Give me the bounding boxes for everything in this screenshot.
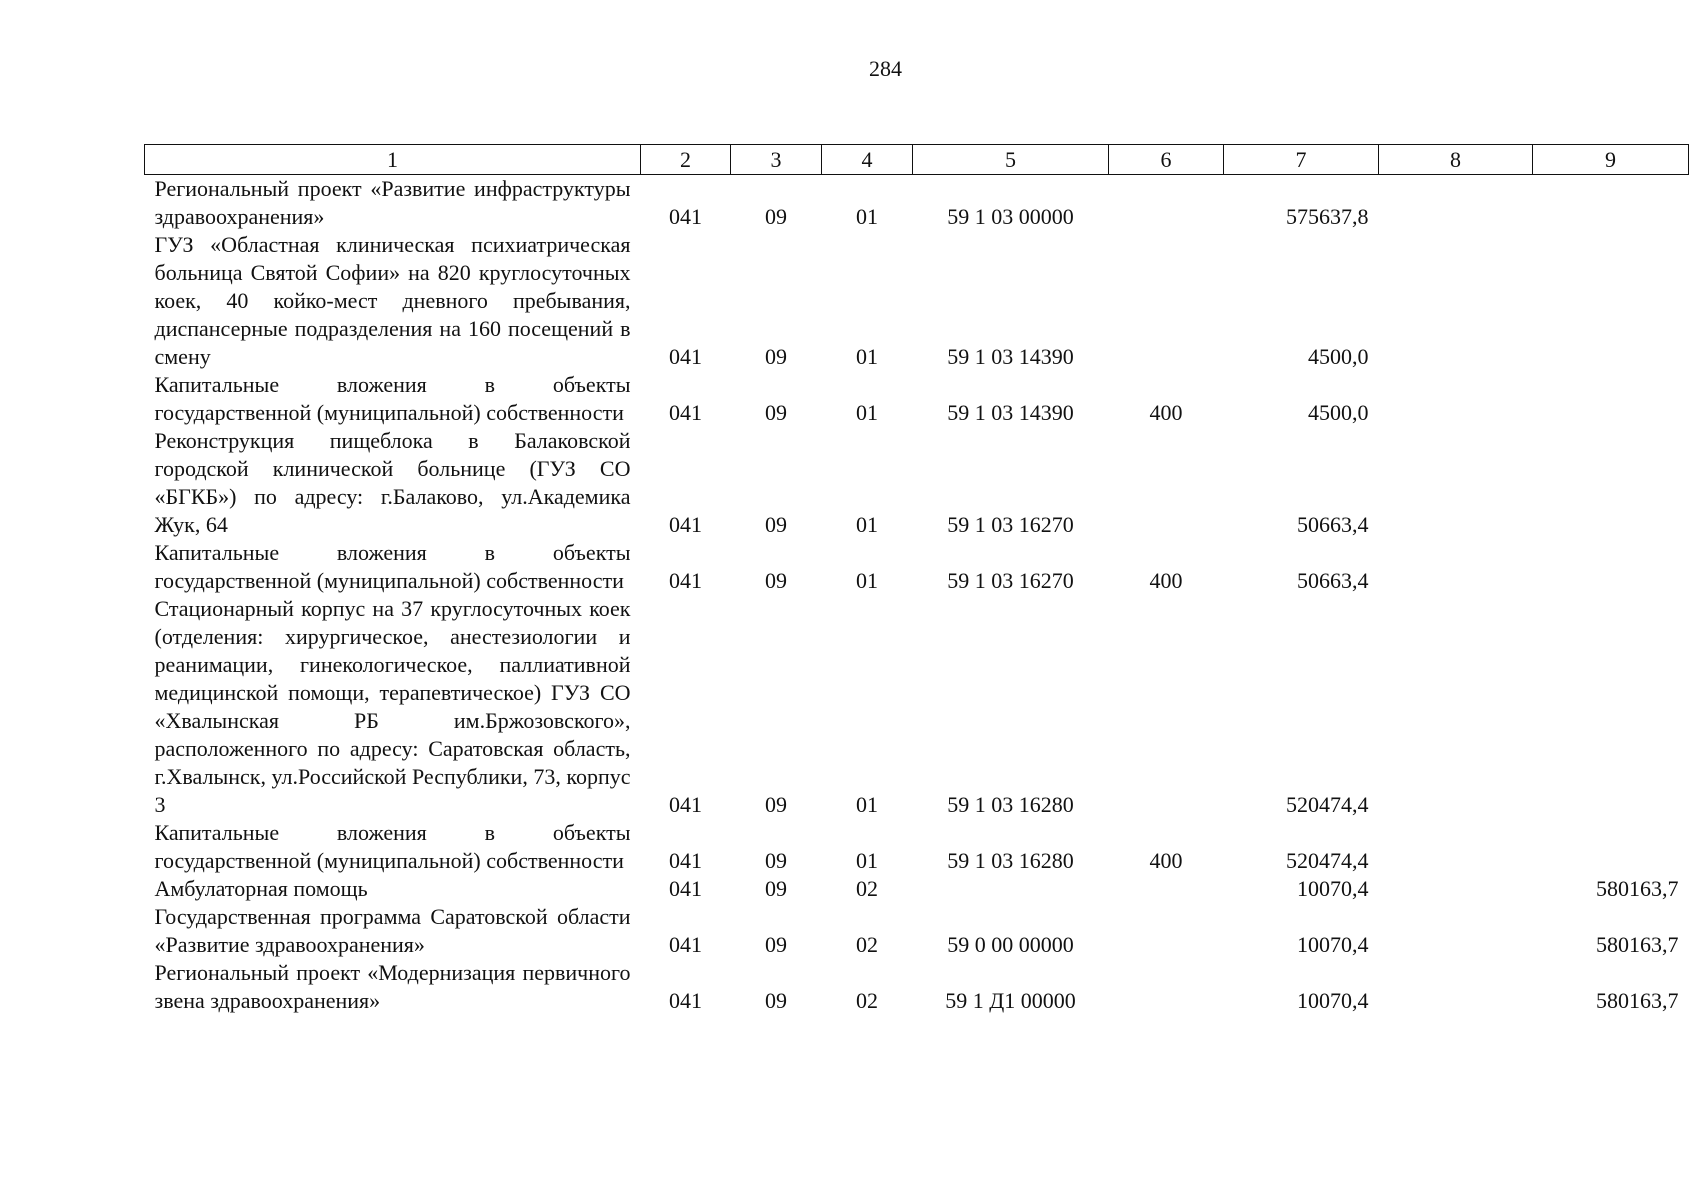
- cell-col-3: 09: [765, 568, 787, 593]
- cell-col-4: 01: [856, 512, 878, 537]
- cell-col-3: 09: [765, 344, 787, 369]
- cell-col-4: 01: [856, 204, 878, 229]
- cell-col-9: [1533, 427, 1689, 539]
- column-header-6: 6: [1109, 145, 1224, 175]
- column-header-1: 1: [145, 145, 641, 175]
- cell-col-3: 09: [765, 848, 787, 873]
- cell-col-9: 580163,7: [1596, 988, 1679, 1013]
- cell-col-2: 041: [669, 932, 702, 957]
- row-name: Реконструкция пищеблока в Балаковской городской клинической больнице (ГУЗ СО «БГКБ») по адресу: г.Балаково, ул.Академика Жук, 64: [154, 428, 631, 537]
- cell-col-9: [1533, 231, 1689, 371]
- cell-col-8: [1379, 595, 1533, 819]
- cell-col-2: 041: [669, 568, 702, 593]
- column-header-2: 2: [641, 145, 731, 175]
- cell-col-7: 575637,8: [1286, 204, 1369, 229]
- cell-col-6: 400: [1149, 848, 1183, 873]
- cell-col-8: [1379, 231, 1533, 371]
- cell-col-8: [1379, 819, 1533, 875]
- cell-col-6: [1109, 595, 1224, 819]
- cell-col-9: [1533, 595, 1689, 819]
- cell-col-8: [1379, 539, 1533, 595]
- cell-col-2: 041: [669, 988, 702, 1013]
- column-header-9: 9: [1533, 145, 1689, 175]
- table-row: [145, 875, 1689, 903]
- row-name: Государственная программа Саратовской области «Развитие здравоохранения»: [154, 904, 631, 957]
- cell-col-3: 09: [765, 932, 787, 957]
- cell-col-2: 041: [669, 204, 702, 229]
- row-name: Капитальные вложения в объекты государственной (муниципальной) собственности: [154, 540, 631, 593]
- cell-col-5: 59 1 03 16280: [947, 848, 1074, 873]
- row-name: Капитальные вложения в объекты государственной (муниципальной) собственности: [154, 372, 631, 425]
- cell-col-4: 01: [856, 568, 878, 593]
- column-header-5: 5: [913, 145, 1109, 175]
- cell-col-8: [1379, 959, 1533, 1015]
- cell-col-7: 10070,4: [1297, 876, 1369, 901]
- cell-col-8: [1379, 371, 1533, 427]
- cell-col-4: 02: [856, 876, 878, 901]
- table-row: [145, 371, 1689, 427]
- row-name: Региональный проект «Развитие инфраструктуры здравоохранения»: [154, 176, 631, 229]
- cell-col-4: 01: [856, 344, 878, 369]
- cell-col-7: 10070,4: [1297, 988, 1369, 1013]
- cell-col-5: 59 1 03 14390: [947, 344, 1074, 369]
- cell-col-3: 09: [765, 792, 787, 817]
- cell-col-3: 09: [765, 512, 787, 537]
- cell-col-7: 520474,4: [1286, 792, 1369, 817]
- cell-col-2: 041: [669, 400, 702, 425]
- column-header-7: 7: [1224, 145, 1379, 175]
- cell-col-6: [1109, 427, 1224, 539]
- cell-col-3: 09: [765, 988, 787, 1013]
- cell-col-7: 4500,0: [1308, 344, 1369, 369]
- cell-col-8: [1379, 427, 1533, 539]
- budget-table: [144, 144, 1689, 1015]
- cell-col-2: 041: [669, 344, 702, 369]
- cell-col-3: 09: [765, 400, 787, 425]
- table-row: [145, 427, 1689, 539]
- cell-col-6: 400: [1149, 568, 1183, 593]
- cell-col-6: 400: [1149, 400, 1183, 425]
- cell-col-4: 01: [856, 400, 878, 425]
- cell-col-6: [1109, 959, 1224, 1015]
- cell-col-8: [1379, 175, 1533, 232]
- column-header-8: 8: [1379, 145, 1533, 175]
- cell-col-6: [1109, 175, 1224, 232]
- cell-col-4: 02: [856, 932, 878, 957]
- cell-col-6: [1109, 231, 1224, 371]
- cell-col-3: 09: [765, 876, 787, 901]
- row-name: Региональный проект «Модернизация первичного звена здравоохранения»: [154, 960, 631, 1013]
- row-name: Амбулаторная помощь: [154, 876, 368, 901]
- cell-col-7: 520474,4: [1286, 848, 1369, 873]
- page-number: 284: [869, 56, 902, 81]
- cell-col-4: 01: [856, 848, 878, 873]
- cell-col-9: [1533, 371, 1689, 427]
- cell-col-5: [913, 875, 1109, 903]
- cell-col-2: 041: [669, 792, 702, 817]
- cell-col-9: [1533, 175, 1689, 232]
- table-row: [145, 819, 1689, 875]
- cell-col-6: [1109, 875, 1224, 903]
- table-row: [145, 959, 1689, 1015]
- cell-col-5: 59 0 00 00000: [947, 932, 1074, 957]
- cell-col-9: [1533, 819, 1689, 875]
- cell-col-8: [1379, 903, 1533, 959]
- row-name: Стационарный корпус на 37 круглосуточных коек (отделения: хирургическое, анестезиологии и реанимации, гинекологическое, паллиативной медицинской помощи, терапевтическое) ГУЗ СО «Хвалынская РБ им.Бржозовского», расположенного по адресу: Саратовская область, г.Хвалынск, ул.Российской Республики, 73, корпус 3: [154, 596, 631, 817]
- cell-col-5: 59 1 03 00000: [947, 204, 1074, 229]
- row-name: ГУЗ «Областная клиническая психиатрическая больница Святой Софии» на 820 круглосуточных коек, 40 койко-мест дневного пребывания, диспансерные подразделения на 160 посещений в смену: [154, 232, 631, 369]
- cell-col-7: 50663,4: [1297, 568, 1369, 593]
- table-row: [145, 539, 1689, 595]
- cell-col-2: 041: [669, 512, 702, 537]
- cell-col-6: [1109, 903, 1224, 959]
- cell-col-7: 4500,0: [1308, 400, 1369, 425]
- cell-col-9: 580163,7: [1596, 876, 1679, 901]
- cell-col-4: 01: [856, 792, 878, 817]
- cell-col-5: 59 1 03 16280: [947, 792, 1074, 817]
- cell-col-3: 09: [765, 204, 787, 229]
- cell-col-7: 50663,4: [1297, 512, 1369, 537]
- cell-col-4: 02: [856, 988, 878, 1013]
- column-header-3: 3: [731, 145, 822, 175]
- table-row: [145, 175, 1689, 232]
- cell-col-9: 580163,7: [1596, 932, 1679, 957]
- cell-col-5: 59 1 03 14390: [947, 400, 1074, 425]
- table-header-row: [145, 145, 1689, 175]
- cell-col-9: [1533, 539, 1689, 595]
- table-row: [145, 231, 1689, 371]
- row-name: Капитальные вложения в объекты государственной (муниципальной) собственности: [154, 820, 631, 873]
- table-row: [145, 595, 1689, 819]
- cell-col-8: [1379, 875, 1533, 903]
- table-row: [145, 903, 1689, 959]
- cell-col-2: 041: [669, 876, 702, 901]
- cell-col-5: 59 1 03 16270: [947, 568, 1074, 593]
- column-header-4: 4: [822, 145, 913, 175]
- cell-col-7: 10070,4: [1297, 932, 1369, 957]
- cell-col-2: 041: [669, 848, 702, 873]
- cell-col-5: 59 1 Д1 00000: [945, 988, 1076, 1013]
- cell-col-5: 59 1 03 16270: [947, 512, 1074, 537]
